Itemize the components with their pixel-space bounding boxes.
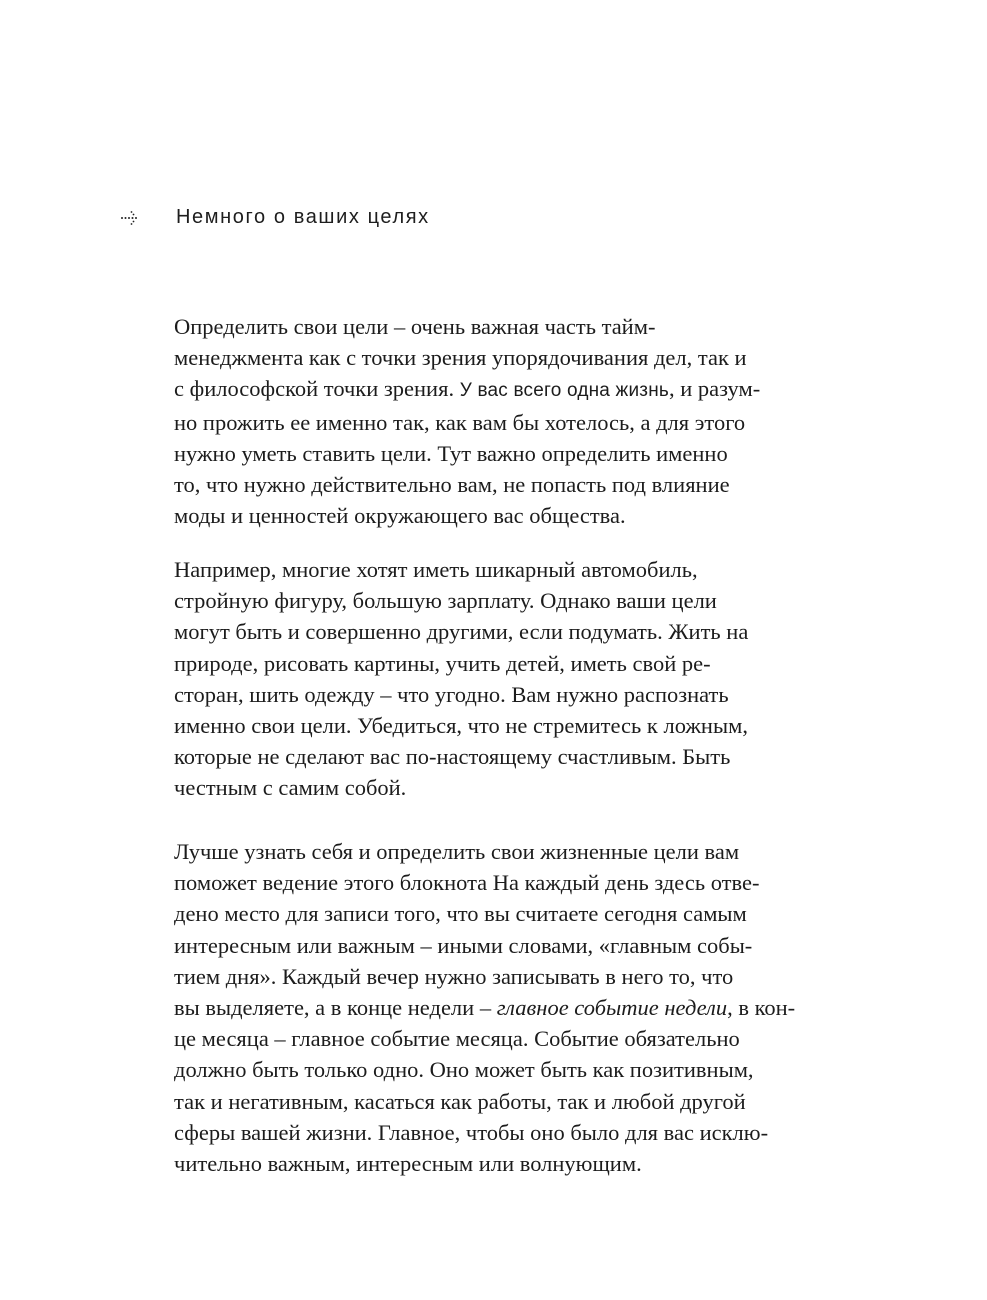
italic-text: главное событие недели <box>496 995 728 1021</box>
text-line: так и негативным, касаться как работы, так и любой другой <box>174 1088 746 1114</box>
text-line: именно свои цели. Убедиться, что не стремитесь к ложным, <box>174 713 748 739</box>
paragraph-goals-intro <box>174 311 874 531</box>
section-heading <box>120 200 430 234</box>
text-line: природе, рисовать картины, учить детей, иметь свой ре- <box>174 650 711 676</box>
text-line: интересным или важным – иными словами, «главным собы- <box>174 932 753 958</box>
dotted-arrow-icon <box>120 209 142 225</box>
text-line: нужно уметь ставить цели. Тут важно определить именно <box>174 440 728 466</box>
text-line: дено место для записи того, что вы считаете сегодня самым <box>174 901 747 927</box>
text-line: но прожить ее именно так, как вам бы хотелось, а для этого <box>174 409 746 435</box>
text-line: стройную фигуру, большую зарплату. Однако ваши цели <box>174 588 717 614</box>
text-line: тием дня». Каждый вечер нужно записывать в него то, что <box>174 963 734 989</box>
text-line: моды и ценностей окружающего вас общества. <box>174 503 626 529</box>
paragraph-notebook-usage <box>174 836 874 1179</box>
emphasis-text: У вас всего одна жизнь <box>459 380 669 402</box>
text-line: Лучше узнать себя и определить свои жизненные цели вам <box>174 839 740 864</box>
text-line: Например, многие хотят иметь шикарный автомобиль, <box>174 557 698 582</box>
text-segment: вы выделяете, а в конце недели – <box>174 995 497 1021</box>
text-line: поможет ведение этого блокнота На каждый день здесь отве- <box>174 870 760 896</box>
text-line: сферы вашей жизни. Главное, чтобы оно было для вас исклю- <box>174 1119 769 1145</box>
text-line <box>174 373 874 406</box>
text-line: должно быть только одно. Оно может быть как позитивным, <box>174 1057 754 1083</box>
text-segment: , и разум- <box>668 376 761 402</box>
text-line: могут быть и совершенно другими, если подумать. Жить на <box>174 619 749 645</box>
paragraph-examples <box>174 554 874 804</box>
text-segment: с философской точки зрения. <box>174 376 460 402</box>
text-line: чительно важным, интересным или волнующим. <box>174 1151 642 1177</box>
text-line: то, что нужно действительно вам, не попасть под влияние <box>174 472 730 498</box>
text-line: Определить свои цели – очень важная часть тайм- <box>174 314 656 339</box>
text-segment: , в кон- <box>727 995 796 1021</box>
text-line <box>174 992 874 1023</box>
text-line: честным с самим собой. <box>174 775 407 801</box>
section-title: Немного о ваших целях <box>176 205 430 228</box>
text-line: сторан, шить одежду – что угодно. Вам нужно распознать <box>174 681 729 707</box>
text-line: це месяца – главное событие месяца. Событие обязательно <box>174 1026 740 1052</box>
text-line: менеджмента как с точки зрения упорядочивания дел, так и <box>174 345 747 371</box>
text-line: которые не сделают вас по-настоящему счастливым. Быть <box>174 744 731 770</box>
